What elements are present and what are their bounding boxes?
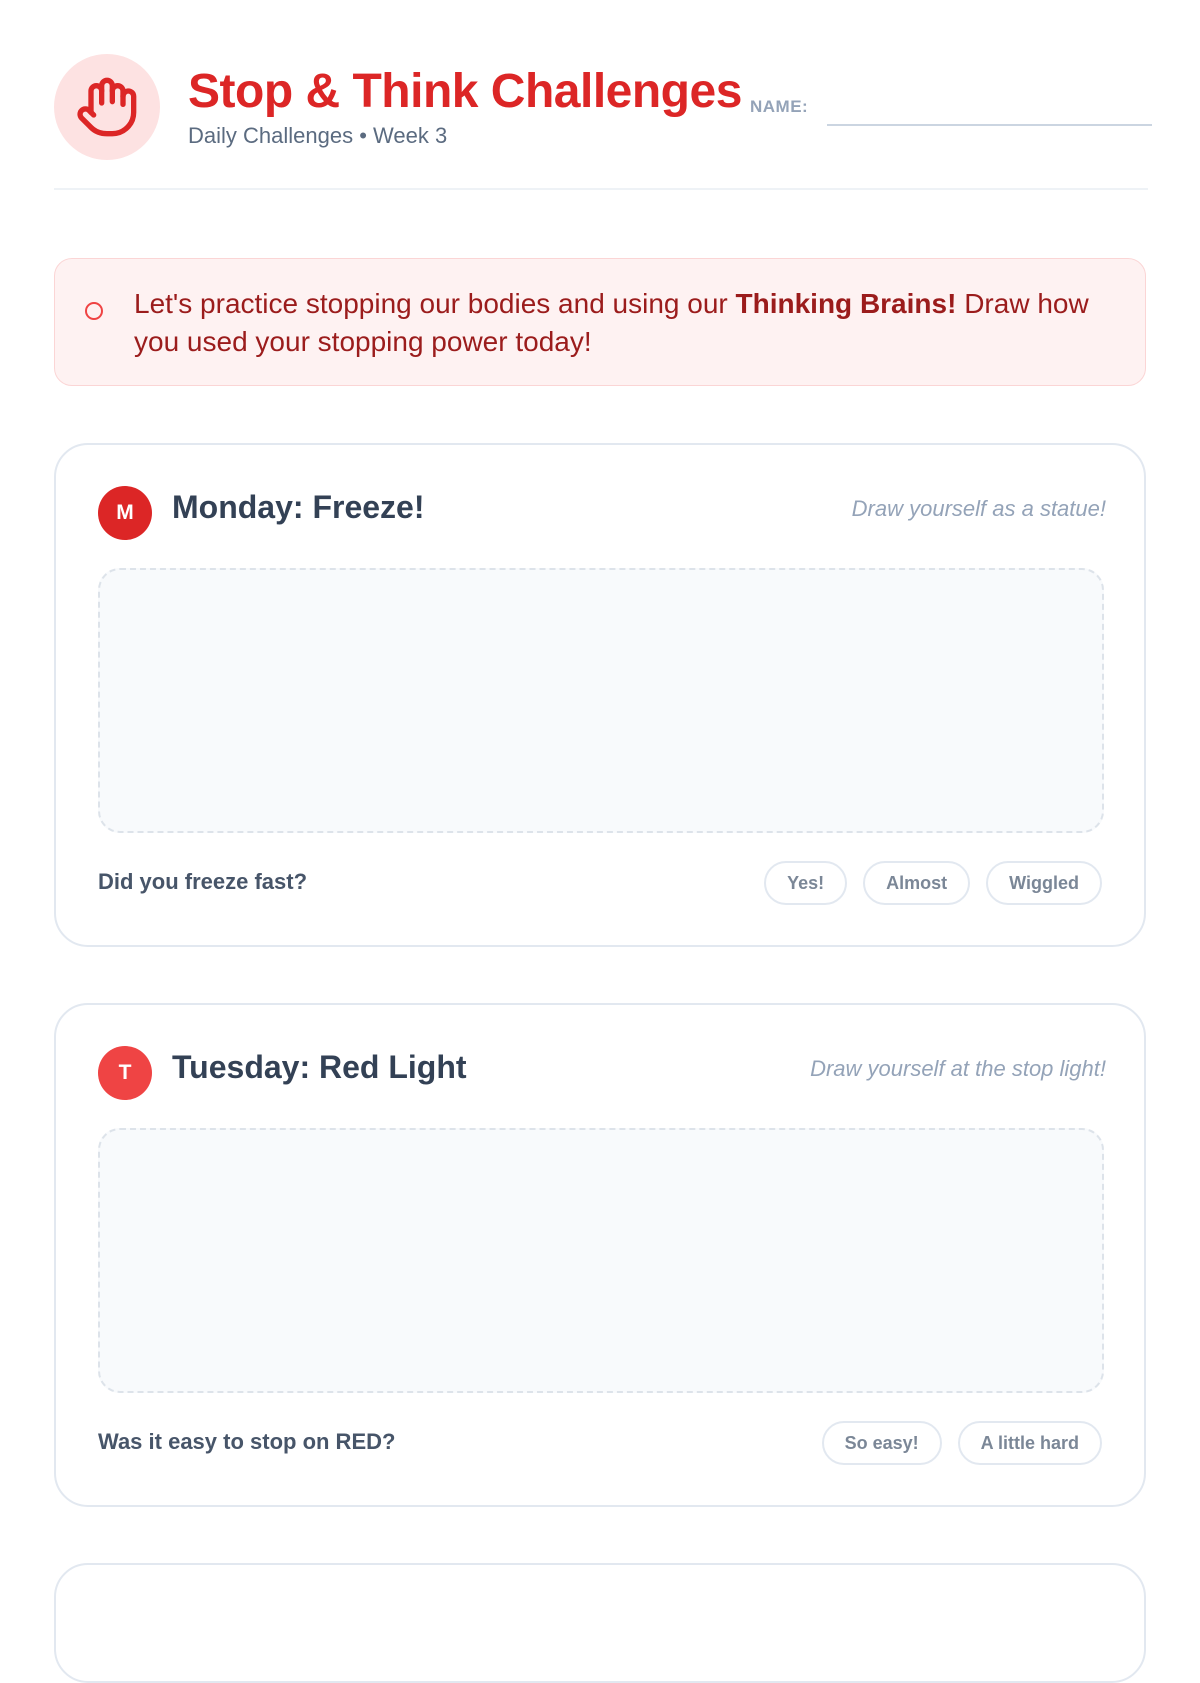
page-subtitle: Daily Challenges • Week 3 [188,123,448,148]
intro-text: Let's practice stopping our bodies and using our Thinking Brains! Draw how you used your stopping power today! [134,288,1089,357]
answer-options [764,861,1102,905]
drawing-area[interactable] [98,1128,1104,1393]
challenge-card-monday [54,443,1146,947]
raised-hand-icon [54,54,160,160]
card-question: Did you freeze fast? [98,869,308,894]
card-title: Monday: Freeze! [172,489,425,525]
day-badge: M [98,486,152,540]
option-wiggled-button[interactable]: Wiggled [986,861,1102,905]
card-hint: Draw yourself at the stop light! [810,1056,1106,1081]
header-divider [54,188,1148,190]
day-badge: T [98,1046,152,1100]
name-label: NAME: [750,97,809,116]
card-question: Was it easy to stop on RED? [98,1429,396,1454]
intro-banner [54,258,1146,386]
option-little-hard-button[interactable]: A little hard [958,1421,1102,1465]
challenge-card-tuesday [54,1003,1146,1507]
card-hint: Draw yourself as a statue! [851,496,1106,521]
page-title: Stop & Think Challenges [188,65,742,118]
challenge-card-next [54,1563,1146,1683]
name-field[interactable] [827,94,1152,126]
header [54,54,1148,188]
intro-emphasis: Thinking Brains! [735,288,957,319]
circle-icon [85,302,103,320]
answer-options [822,1421,1102,1465]
card-title: Tuesday: Red Light [172,1049,467,1085]
option-almost-button[interactable]: Almost [863,861,970,905]
option-yes-button[interactable]: Yes! [764,861,847,905]
drawing-area[interactable] [98,568,1104,833]
option-so-easy-button[interactable]: So easy! [822,1421,942,1465]
